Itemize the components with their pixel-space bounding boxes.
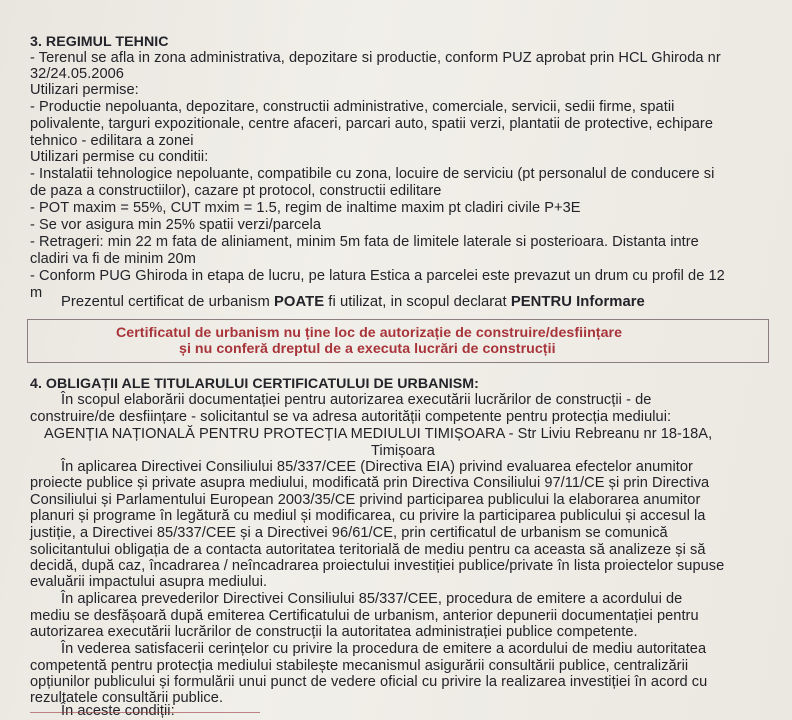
text-line: competentă pentru protecția mediului stabilește mecanismul asigurării consultării publice, centralizării — [30, 658, 689, 674]
agency-city: Timișoara — [371, 443, 435, 459]
usage-prefix: Prezentul certificat de urbanism — [61, 294, 275, 310]
text-line: de paza a constructiilor), cazare pt protocol, constructii edilitare — [30, 183, 442, 199]
text-line: opțiunilor publicului și formulării unui punct de vedere oficial cu privire la realizarea investiției în acord cu — [30, 674, 708, 690]
text-line: - Productie nepoluanta, depozitare, constructii administrative, comerciale, servicii, sedii firme, spatii — [30, 99, 675, 115]
text-line: 32/24.05.2006 — [30, 66, 124, 82]
notice-line-2: și nu conferă dreptul de a executa lucrări de construcții — [179, 341, 556, 357]
text-line: cladiri va fi de minim 20m — [30, 251, 196, 267]
text-line: solicitantului obligația de a contacta autoritatea teritorială de mediu pentru ca aceasta să analizeze și să — [30, 542, 706, 558]
text-line: - Terenul se afla in zona administrativa, depozitare si productie, conform PUZ aprobat prin HCL Ghiroda nr — [30, 50, 721, 66]
text-line: mediu se desfășoară după emiterea Certificatului de urbanism, anterior depunerii documentației pentru — [30, 608, 699, 624]
text-line: proiecte publice și private asupra mediului, modificată prin Directiva Consiliului 97/11/CE și prin Directiva — [30, 475, 710, 491]
text-line: construire/de desființare - solicitantul se va adresa autorității competente pentru protecția mediului: — [30, 409, 672, 425]
text-line: Utilizari permise: — [30, 82, 139, 98]
text-line: rezultatele consultării publice. — [30, 690, 224, 706]
text-line: În aplicarea Directivei Consiliului 85/337/CEE (Directiva EIA) privind evaluarea efectelor anumitor — [61, 459, 693, 475]
text-line: - Conform PUG Ghiroda in etapa de lucru, pe latura Estica a parcelei este prevazut un drum cu profil de 12 — [30, 268, 725, 284]
usage-statement — [61, 294, 645, 311]
agency-address: AGENȚIA NAȚIONALĂ PENTRU PROTECȚIA MEDIULUI TIMIȘOARA - Str Liviu Rebreanu nr 18-18A, — [44, 426, 713, 442]
text-line: planuri și programe în legătură cu mediul și modificarea, cu privire la participarea publicului și accesul la — [30, 508, 706, 524]
usage-bold-poate: POATE — [274, 294, 325, 310]
text-line: Consiliului și Parlamentului European 2003/35/CE privind participarea publicului la elaborarea anumitor — [30, 492, 701, 508]
text-line: evaluării impactului asupra mediului. — [30, 574, 268, 590]
text-line: justiție, a Directivei 85/337/CEE și a Directivei 96/61/CE, prin certificatul de urbanism se comunică — [30, 525, 668, 541]
cut-off-next-line — [30, 712, 260, 720]
notice-line-1: Certificatul de urbanism nu ține loc de autorizație de construire/desființare — [116, 325, 623, 341]
text-line: decidă, după caz, încadrarea / neîncadrarea proiectului investiției publice/private în lista proiectelor supuse — [30, 558, 725, 574]
text-line: m — [30, 285, 43, 301]
usage-mid: fi utilizat, in scopul declarat — [324, 294, 511, 310]
text-line: polivalente, targuri expozitionale, centre afaceri, parcari auto, spatii verzi, plantatii de protective, echipare — [30, 116, 714, 132]
text-line: - Retrageri: min 22 m fata de aliniament, minim 5m fata de limitele laterale si posterioara. Distanta intre — [30, 234, 699, 250]
text-line: Utilizari permise cu conditii: — [30, 149, 209, 165]
text-line: În aplicarea prevederilor Directivei Consiliului 85/337/CEE, procedura de emitere a acordului de — [61, 591, 683, 607]
text-line: tehnico - edilitara a zonei — [30, 133, 194, 149]
text-line: - POT maxim = 55%, CUT mxim = 1.5, regim de inaltime maxim pt cladiri civile P+3E — [30, 200, 581, 216]
usage-bold-purpose: PENTRU Informare — [510, 294, 645, 310]
text-line: autorizarea executării lucrărilor de construcții la autoritatea administrației publice competente. — [30, 624, 638, 640]
section-4-heading: 4. OBLIGAȚII ALE TITULARULUI CERTIFICATULUI DE URBANISM: — [30, 376, 479, 392]
text-line: În aceste condiții: — [61, 703, 175, 719]
section-3-heading: 3. REGIMUL TEHNIC — [30, 34, 169, 50]
text-line: - Se vor asigura min 25% spatii verzi/parcela — [30, 217, 322, 233]
text-line: - Instalatii tehnologice nepoluante, compatibile cu zona, locuire de serviciu (pt personalul de conducere si — [30, 166, 715, 182]
text-line: În vederea satisfacerii cerințelor cu privire la procedura de emitere a acordului de mediu autoritatea — [61, 641, 707, 657]
text-line: În scopul elaborării documentației pentru autorizarea executării lucrărilor de construcții - de — [61, 392, 652, 408]
